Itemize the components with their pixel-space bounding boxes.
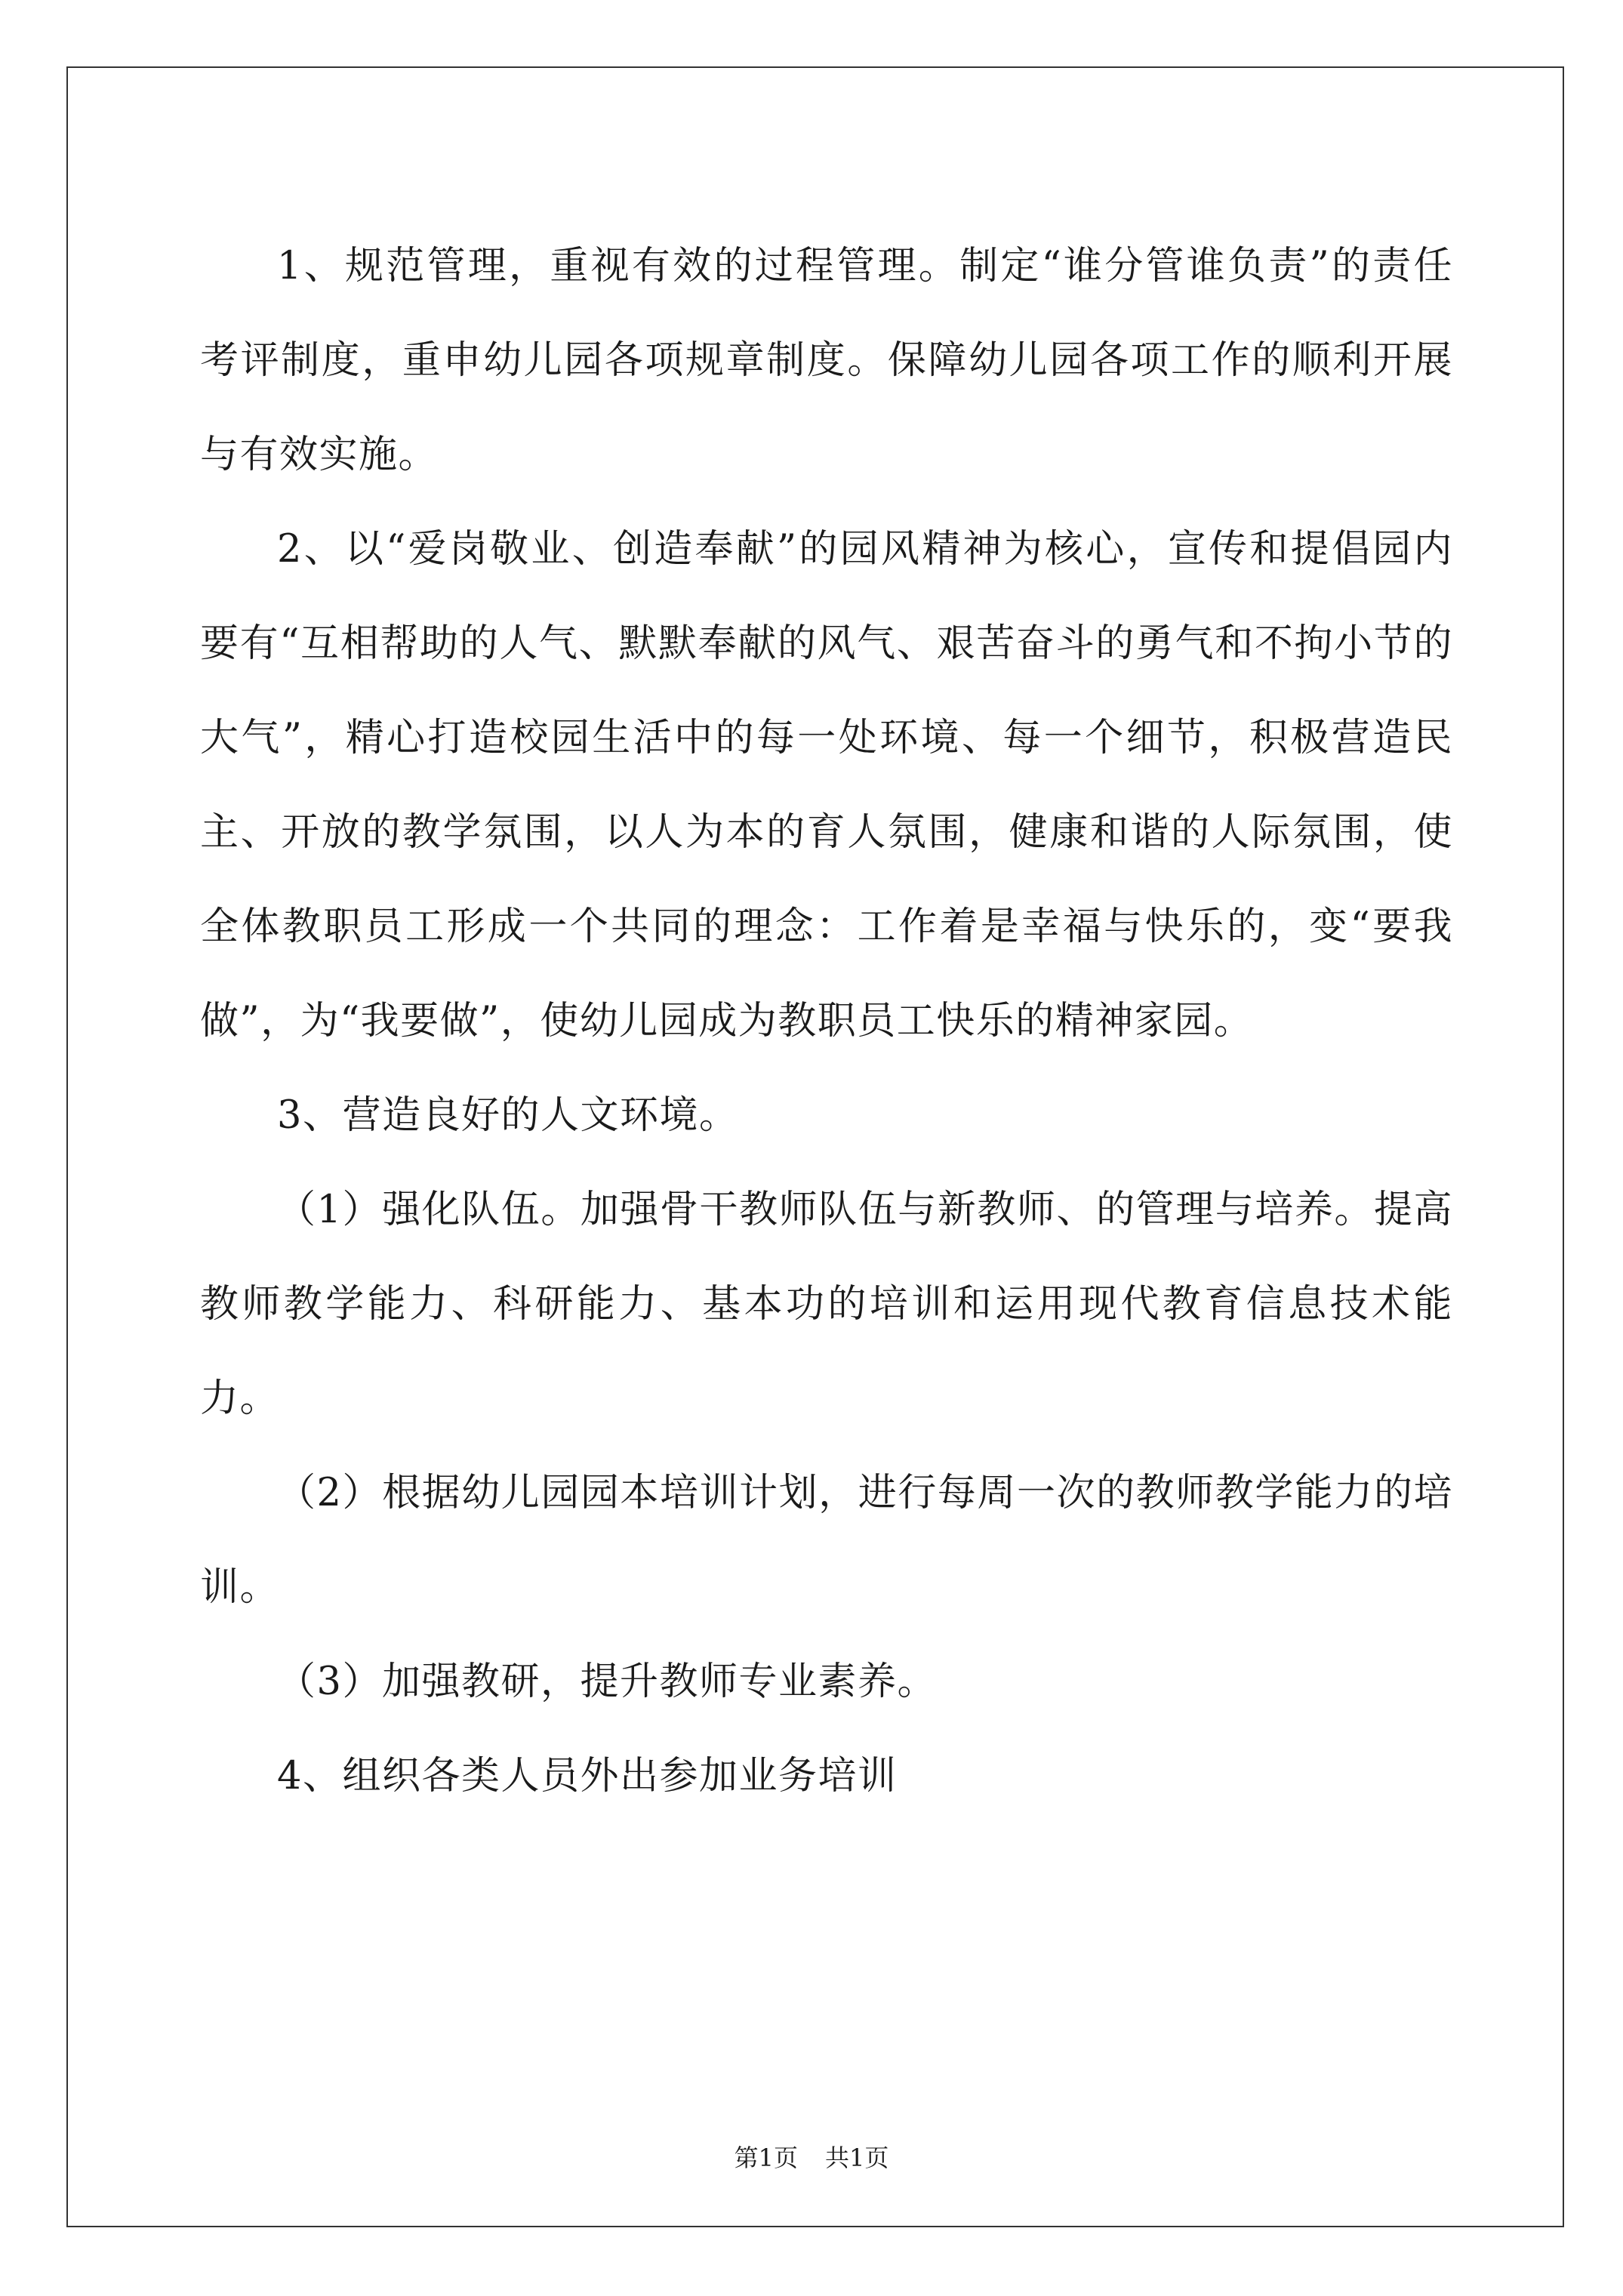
paragraph-7: 4、组织各类人员外出参加业务培训 bbox=[277, 1754, 898, 1798]
page-footer bbox=[0, 2143, 1623, 2173]
paragraph-6: （3）加强教研，提升教师专业素养。 bbox=[277, 1660, 937, 1704]
paragraph-2: 2、以“爱岗敬业、创造奉献”的园风精神为核心，宣传和提倡园内要有“互相帮助的人气、默默奉献的风气、艰苦奋斗的勇气和不拘小节的大气”，精心打造校园生活中的每一处环境、每一个细节，积极营造民主、开放的教学氛围，以人为本的育人氛围，健康和谐的人际氛围，使全体教职员工形成一个共同的理念：工作着是幸福与快乐的，变“要我做”，为“我要做”，使幼儿园成为教职员工快乐的精神家园。 bbox=[200, 527, 1453, 1043]
paragraph-4: （1）强化队伍。加强骨干教师队伍与新教师、的管理与培养。提高教师教学能力、科研能力、基本功的培训和运用现代教育信息技术能力。 bbox=[200, 1188, 1453, 1421]
paragraph-5: （2）根据幼儿园园本培训计划，进行每周一次的教师教学能力的培训。 bbox=[200, 1471, 1453, 1610]
paragraph-1: 1、规范管理，重视有效的过程管理。制定“谁分管谁负责”的责任考评制度，重申幼儿园各项规章制度。保障幼儿园各项工作的顺利开展与有效实施。 bbox=[200, 244, 1453, 477]
paragraph-3: 3、营造良好的人文环境。 bbox=[277, 1093, 739, 1138]
page-number: 第1页 bbox=[734, 2143, 798, 2172]
page-total: 共1页 bbox=[825, 2143, 889, 2172]
document-body bbox=[200, 219, 1453, 1823]
